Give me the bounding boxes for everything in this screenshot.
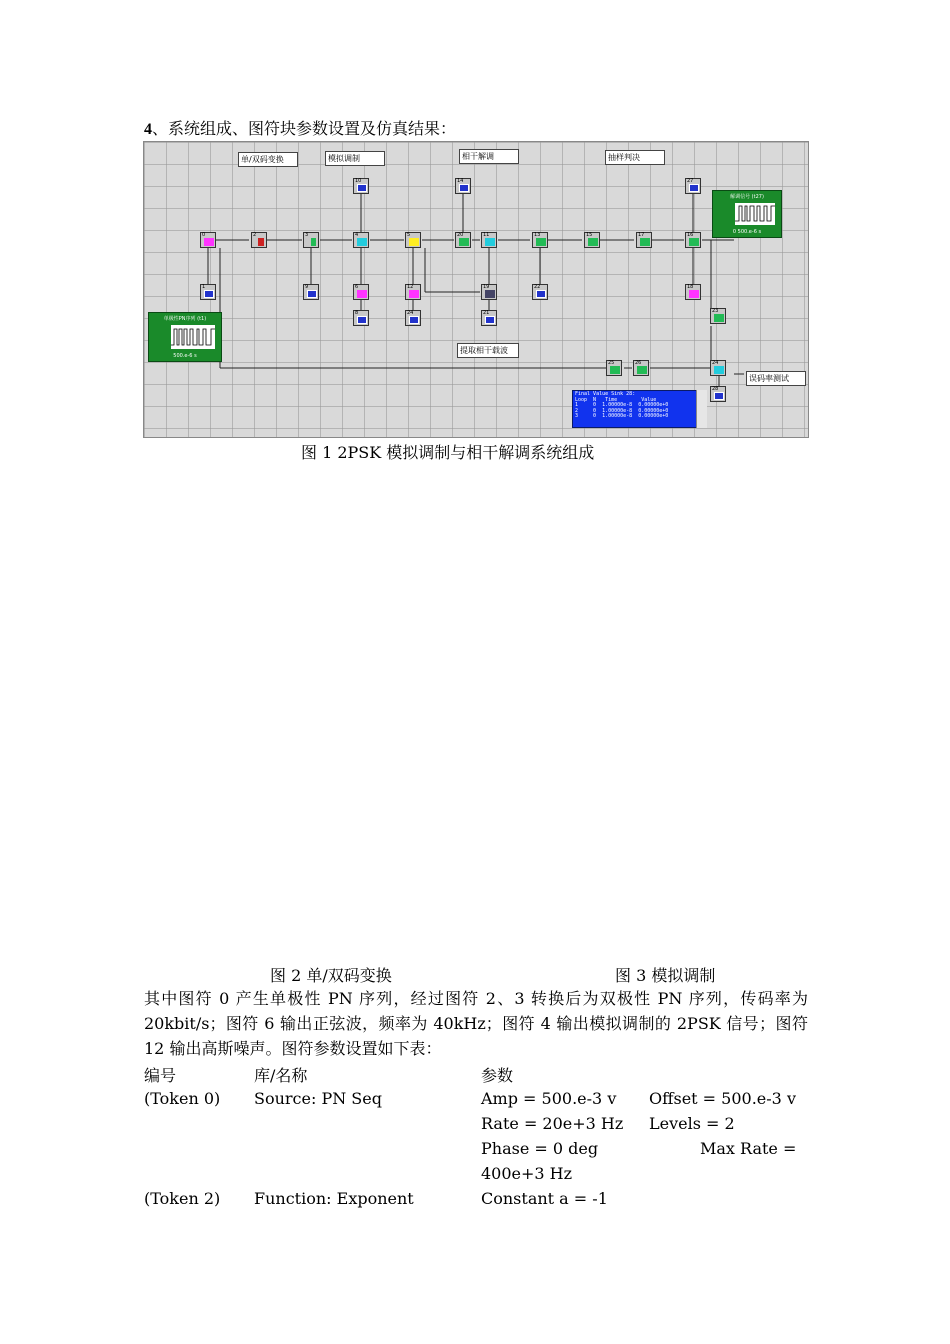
token-11[interactable]: 11	[481, 232, 497, 248]
diagram-wires	[144, 142, 808, 437]
table-cell-param: Phase = 0 deg	[481, 1139, 599, 1158]
token-18[interactable]: 18	[685, 284, 701, 300]
table-cell-param: 400e+3 Hz	[481, 1164, 573, 1183]
token-5[interactable]: 5	[405, 232, 421, 248]
table-cell-id: (Token 2)	[144, 1189, 221, 1208]
table-cell-id: (Token 0)	[144, 1089, 221, 1108]
label-unipolar-bipolar: 单/双码变换	[238, 152, 298, 167]
token-13[interactable]: 13	[532, 232, 548, 248]
token-0[interactable]: 0	[200, 232, 216, 248]
table-cell-param: Offset = 500.e-3 v	[649, 1089, 796, 1108]
table-header-params: 参数	[481, 1066, 514, 1085]
token-20[interactable]: 20	[455, 232, 471, 248]
token-2[interactable]: 2	[251, 232, 267, 248]
token-26[interactable]: 26	[633, 360, 649, 376]
pn-waveform	[171, 325, 215, 349]
table-cell-param: Levels = 2	[649, 1114, 735, 1133]
token-24[interactable]: 24	[710, 360, 726, 376]
token-9[interactable]: 9	[303, 284, 319, 300]
demod-waveform	[735, 203, 775, 225]
token-28[interactable]: 28	[710, 386, 726, 402]
token-24b[interactable]: 24	[405, 310, 421, 326]
table-cell-param: Amp = 500.e-3 v	[481, 1089, 617, 1108]
token-1[interactable]: 1	[200, 284, 216, 300]
token-8[interactable]: 8	[353, 310, 369, 326]
table-cell-name: Source: PN Seq	[254, 1089, 382, 1108]
label-coherent-demod: 相干解调	[459, 149, 519, 164]
token-6[interactable]: 6	[353, 284, 369, 300]
token-27[interactable]: 27	[685, 178, 701, 194]
token-4[interactable]: 4	[353, 232, 369, 248]
token-17[interactable]: 17	[636, 232, 652, 248]
figure-3-caption: 图 3 模拟调制	[615, 966, 716, 985]
figure-2-caption: 图 2 单/双码变换	[270, 966, 392, 985]
table-cell-param: Rate = 20e+3 Hz	[481, 1114, 624, 1133]
plot-pn-sequence: 单极性PN序列 (t1) 500.e-6 s	[148, 312, 222, 362]
figure-1-caption: 图 1 2PSK 模拟调制与相干解调系统组成	[301, 443, 595, 462]
token-3[interactable]: 3	[303, 232, 319, 248]
token-22[interactable]: 22	[532, 284, 548, 300]
body-paragraph: 其中图符 0 产生单极性 PN 序列，经过图符 2、3 转换后为双极性 PN 序列，传码率为 20kbit/s；图符 6 输出正弦波，频率为 40kHz；图符 4 输出模拟调制的 2PSK 信号；图符 12 输出高斯噪声。图符参数设置如下表：	[144, 989, 808, 1058]
token-19[interactable]: 19	[481, 284, 497, 300]
token-14[interactable]: 14	[455, 178, 471, 194]
label-sample-decide: 抽样判决	[605, 150, 665, 165]
plot-demodulated: 解调信号 (t27) 0 500.e-6 s	[712, 190, 782, 238]
table-cell-param: Constant a = -1	[481, 1189, 608, 1208]
token-16[interactable]: 16	[685, 232, 701, 248]
token-25[interactable]: 25	[606, 360, 622, 376]
label-carrier-extract: 提取相干载波	[457, 343, 519, 358]
token-10[interactable]: 10	[353, 178, 369, 194]
final-value-scrollbar[interactable]	[696, 390, 707, 428]
label-analog-mod: 模拟调制	[325, 151, 385, 166]
table-cell-name: Function: Exponent	[254, 1189, 414, 1208]
token-12[interactable]: 12	[405, 284, 421, 300]
token-15[interactable]: 15	[584, 232, 600, 248]
system-diagram	[143, 141, 809, 438]
table-cell-param: Max Rate =	[700, 1139, 797, 1158]
label-ber-test: 误码率测试	[746, 371, 806, 386]
token-21[interactable]: 21	[481, 310, 497, 326]
table-header-name: 库/名称	[254, 1066, 308, 1085]
table-header-id: 编号	[144, 1066, 177, 1085]
final-value-sink: Final Value Sink 28: Loop N Time Value 1 0 1.00000e-8 0.00000e+0 2 0 1.00000e-8 0.00000e+0 3 0 1.00000e-8 0.00000e+0	[572, 390, 706, 428]
token-23[interactable]: 23	[710, 308, 726, 324]
section-heading: 4、系统组成、图符块参数设置及仿真结果：	[144, 119, 457, 138]
